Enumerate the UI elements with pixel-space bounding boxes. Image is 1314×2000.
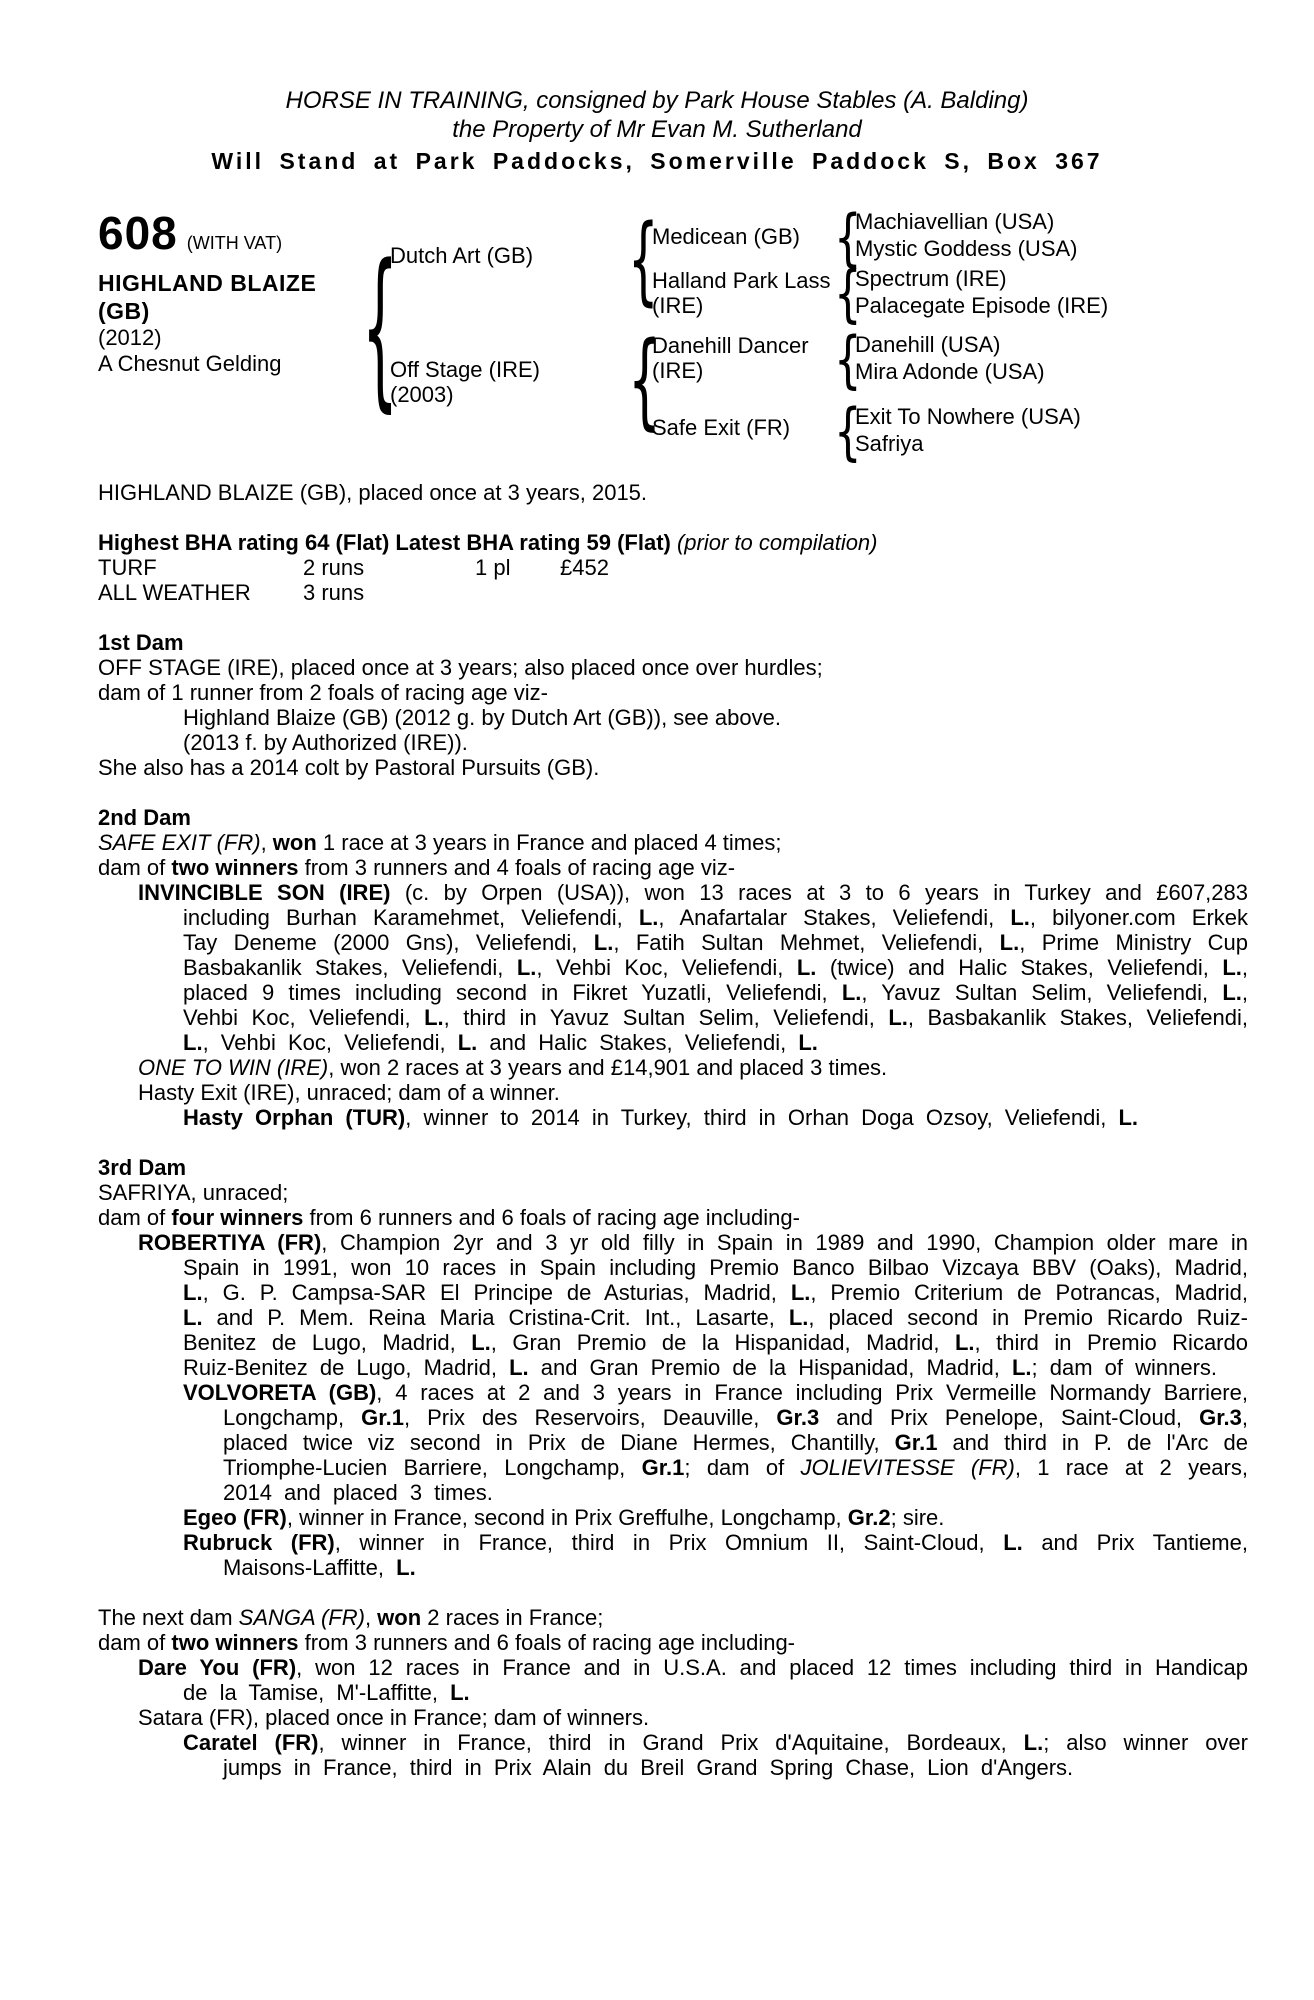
pedigree-gg-7: Exit To Nowhere (USA) [855,404,1081,429]
horse-meta [98,325,376,377]
next-dam-intro: The next dam SANGA (FR), won 2 races in France; [98,1605,604,1630]
next-dam-produce-intro: dam of two winners from 3 runners and 6 foals of racing age including- [98,1630,796,1655]
pedigree-sire: Dutch Art (GB) [390,243,534,268]
pedigree-gg-3: Spectrum (IRE) [855,266,1007,291]
paragraph-hasty-orphan: Hasty Orphan (TUR), winner to 2014 in Turkey, third in Orhan Doga Ozsoy, Veliefendi, L. [183,1105,1139,1130]
lot-block [98,207,376,377]
stats-runs: 2 runs [303,555,365,580]
foaling-year: (2012) [98,325,162,350]
stats-row-all-weather [98,580,1248,605]
consignor-line: HORSE IN TRAINING, consigned by Park House Stables (A. Balding) [285,87,1029,114]
stats-runs: 3 runs [303,580,365,605]
dam2-produce-intro: dam of two winners from 3 runners and 4 foals of racing age viz- [98,855,736,880]
stats-row-turf [98,555,1248,580]
horse-name-line1: HIGHLAND BLAIZE [98,270,317,296]
dam1-produce-intro: dam of 1 runner from 2 foals of racing age viz- [98,680,548,705]
pedigree-dam-year: (2003) [390,382,454,407]
stats-surface: TURF [98,555,157,580]
lot-number-line [98,207,376,259]
paragraph-one-to-win: ONE TO WIN (IRE), won 2 races at 3 years and £14,901 and placed 3 times. [138,1055,888,1080]
dam1-produce-2: (2013 f. by Authorized (IRE)). [183,730,468,755]
stats-places: 1 pl [475,555,511,580]
horse-name [98,269,376,325]
race-record-summary: HIGHLAND BLAIZE (GB), placed once at 3 years, 2015. [98,480,648,505]
paragraph-egeo: Egeo (FR), winner in France, second in Prix Greffulhe, Longchamp, Gr.2; sire. [183,1505,945,1530]
section-heading-2nd-dam: 2nd Dam [98,805,191,830]
paragraph-dare-you: Dare You (FR), won 12 races in France and in U.S.A. and placed 12 times including third in Handicap de la Tamise, M'-Laffitte, L. [138,1655,1248,1705]
paragraph-robertiya: ROBERTIYA (FR), Champion 2yr and 3 yr old filly in Spain in 1989 and 1990, Champion older mare in Spain in 1991, won 10 races in Spain including Premio Banco Bilbao Vizcaya BBV (Oaks), Madrid, L., G. P. Campsa-SAR El Principe de Asturias, Madrid, L., Premio Criterium de Potrancas, Madrid, L. and P. Mem. Reina Maria Cristina-Crit. Int., Lasarte, L., placed second in Premio Ricardo Ruiz-Benitez de Lugo, Madrid, L., Gran Premio de la Hispanidad, Madrid, L., third in Premio Ricardo Ruiz-Benitez de Lugo, Madrid, L. and Gran Premio de la Hispanidad, Madrid, L.; dam of winners. [138,1230,1249,1380]
race-stats-table [98,555,1248,605]
stabling-line: Will Stand at Park Paddocks, Somerville Paddock S, Box 367 [211,148,1103,174]
dam3-produce-intro: dam of four winners from 6 runners and 6 foals of racing age including- [98,1205,800,1230]
pedigree-dam-name: Off Stage (IRE) [390,357,540,382]
page-header [0,86,1314,176]
pedigree-gg-2: Mystic Goddess (USA) [855,236,1078,261]
pedigree-gg-5: Danehill (USA) [855,332,1001,357]
pedigree-dam-dam: Safe Exit (FR) [652,415,791,440]
dam1-note: She also has a 2014 colt by Pastoral Pursuits (GB). [98,755,600,780]
dam1-produce-1: Highland Blaize (GB) (2012 g. by Dutch Art (GB)), see above. [183,705,781,730]
race-record-body [98,480,1248,1780]
paragraph-satara: Satara (FR), placed once in France; dam of winners. [138,1705,650,1730]
paragraph-volvoreta: VOLVORETA (GB), 4 races at 2 and 3 years in France including Prix Vermeille Normandy Barriere, Longchamp, Gr.1, Prix des Reservoirs, Deauville, Gr.3 and Prix Penelope, Saint-Cloud, Gr.3, placed twice viz second in Prix de Diane Hermes, Chantilly, Gr.1 and third in P. de l'Arc de Triomphe-Lucien Barriere, Longchamp, Gr.1; dam of JOLIEVITESSE (FR), 1 race at 2 years, 2014 and placed 3 times. [183,1380,1249,1505]
pedigree-gg-1: Machiavellian (USA) [855,209,1055,234]
pedigree-sire-dam: Halland Park Lass (IRE) [652,268,831,318]
vat-note: (WITH VAT) [186,233,283,253]
horse-name-suffix: (GB) [98,298,150,324]
pedigree-gg-4: Palacegate Episode (IRE) [855,293,1109,318]
pedigree-dam [390,357,540,407]
stats-surface: ALL WEATHER [98,580,251,605]
pedigree-gg-6: Mira Adonde (USA) [855,359,1045,384]
dam1-intro: OFF STAGE (IRE), placed once at 3 years; also placed once over hurdles; [98,655,823,680]
paragraph-caratel: Caratel (FR), winner in France, third in Grand Prix d'Aquitaine, Bordeaux, L.; also winner over jumps in France, third in Prix Alain du Breil Grand Spring Chase, Lion d'Angers. [183,1730,1248,1780]
pedigree-dam-sire: Danehill Dancer (IRE) [652,333,809,383]
pedigree-gg-8: Safriya [855,431,924,456]
lot-number: 608 [98,207,178,259]
owner-line: the Property of Mr Evan M. Sutherland [452,116,862,143]
pedigree-sire-sire: Medicean (GB) [652,224,800,249]
paragraph-rubruck: Rubruck (FR), winner in France, third in Prix Omnium II, Saint-Cloud, L. and Prix Tantieme, Maisons-Laffitte, L. [183,1530,1248,1580]
paragraph-invincible-son: INVINCIBLE SON (IRE) (c. by Orpen (USA)), won 13 races at 3 to 6 years in Turkey and £607,283 including Burhan Karamehmet, Veliefendi, L., Anafartalar Stakes, Veliefendi, L., bilyoner.com Erkek Tay Deneme (2000 Gns), Veliefendi, L., Fatih Sultan Mehmet, Veliefendi, L., Prime Ministry Cup Basbakanlik Stakes, Veliefendi, L., Vehbi Koc, Veliefendi, L. (twice) and Halic Stakes, Veliefendi, L., placed 9 times including second in Fikret Yuzatli, Veliefendi, L., Yavuz Sultan Selim, Veliefendi, L., Vehbi Koc, Veliefendi, L., third in Yavuz Sultan Selim, Veliefendi, L., Basbakanlik Stakes, Veliefendi, L., Vehbi Koc, Veliefendi, L. and Halic Stakes, Veliefendi, L. [138,880,1249,1055]
stats-earnings: £452 [560,555,609,580]
dam3-intro: SAFRIYA, unraced; [98,1180,289,1205]
horse-description: A Chesnut Gelding [98,351,282,376]
bha-rating-line: Highest BHA rating 64 (Flat) Latest BHA rating 59 (Flat) (prior to compilation) [98,530,878,555]
dam2-intro: SAFE EXIT (FR), won 1 race at 3 years in France and placed 4 times; [98,830,782,855]
paragraph-hasty-exit: Hasty Exit (IRE), unraced; dam of a winner. [138,1080,560,1105]
section-heading-1st-dam: 1st Dam [98,630,184,655]
section-heading-3rd-dam: 3rd Dam [98,1155,187,1180]
